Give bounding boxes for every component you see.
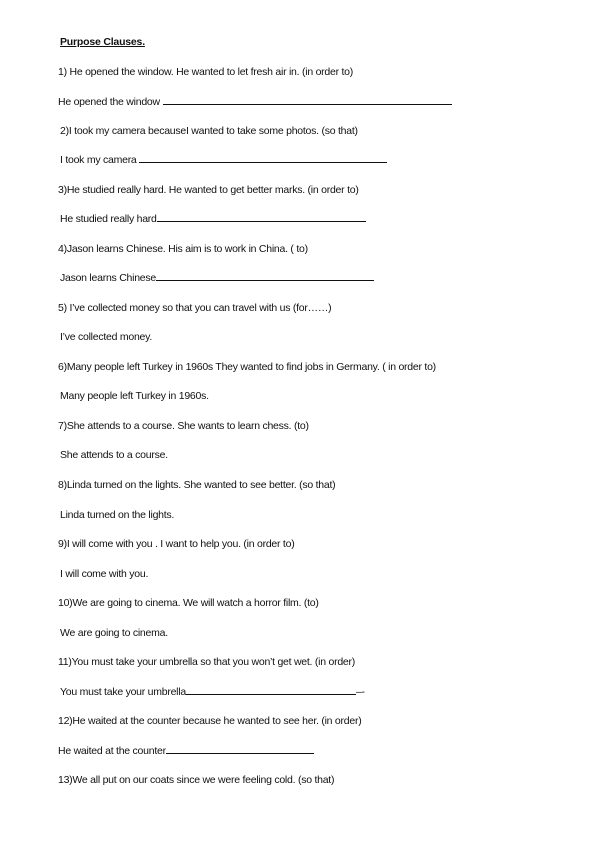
answer-blank[interactable] [139,153,387,163]
exercise-5-answer [60,330,152,344]
exercise-9-prompt [58,537,294,551]
exercise-13-prompt-text: 13)We all put on our coats since we were feeling cold. (so that) [58,774,335,786]
exercise-11-answer-tail: –- [355,686,365,698]
exercise-11-answer [60,685,365,699]
exercise-3-prompt [58,183,359,197]
exercise-9-answer [60,567,148,581]
exercise-4-answer-text: Jason learns Chinese [60,272,156,284]
exercise-9-prompt-text: 9)I will come with you . I want to help you. (in order to) [58,538,295,550]
exercise-12-answer [58,744,314,758]
answer-blank[interactable] [163,95,452,105]
exercise-7-prompt-text: 7)She attends to a course. She wants to learn chess. (to) [58,420,309,432]
exercise-2-answer-text: I took my camera [60,154,140,166]
exercise-11-prompt [58,655,355,669]
exercise-6-prompt [58,360,436,374]
exercise-7-answer-text: She attends to a course. [60,449,168,461]
exercise-8-answer [60,508,174,522]
answer-blank[interactable] [186,685,356,695]
exercise-2-prompt-text: 2)I took my camera becauseI wanted to take some photos. (so that) [60,125,358,137]
exercise-5-answer-text: I’ve collected money. [60,331,153,343]
exercise-6-answer [60,389,209,403]
exercise-6-prompt-text: 6)Many people left Turkey in 1960s They wanted to find jobs in Germany. ( in order to) [58,361,436,373]
exercise-10-answer [60,626,168,640]
exercise-11-answer-text: You must take your umbrella [60,686,186,698]
exercise-1-answer [58,95,452,109]
exercise-10-prompt [58,596,319,610]
exercise-12-prompt-text: 12)He waited at the counter because he wanted to see her. (in order) [58,715,362,727]
answer-blank[interactable] [157,212,366,222]
exercise-8-prompt [58,478,335,492]
exercise-4-prompt [58,242,308,256]
exercise-2-prompt [60,124,358,138]
exercise-12-answer-text: He waited at the counter [58,745,166,757]
exercise-1-answer-text: He opened the window [58,96,163,108]
exercise-8-prompt-text: 8)Linda turned on the lights. She wanted to see better. (so that) [58,479,336,491]
exercise-2-answer [60,153,387,167]
exercise-7-prompt [58,419,309,433]
exercise-3-answer-text: He studied really hard [60,213,157,225]
exercise-3-answer [60,212,366,226]
exercise-13-prompt [58,773,334,787]
answer-blank[interactable] [156,271,374,281]
exercise-8-answer-text: Linda turned on the lights. [60,509,175,521]
exercise-10-prompt-text: 10)We are going to cinema. We will watch a horror film. (to) [58,597,319,609]
exercise-7-answer [60,448,168,462]
exercise-3-prompt-text: 3)He studied really hard. He wanted to get better marks. (in order to) [58,184,359,196]
worksheet-title: Purpose Clauses. [60,36,145,48]
exercise-4-prompt-text: 4)Jason learns Chinese. His aim is to work in China. ( to) [58,243,308,255]
exercise-1-prompt-text: 1) He opened the window. He wanted to let fresh air in. (in order to) [58,66,354,78]
exercise-1-prompt [58,65,353,79]
exercise-5-prompt [58,301,331,315]
exercise-10-answer-text: We are going to cinema. [60,627,168,639]
exercise-6-answer-text: Many people left Turkey in 1960s. [60,390,209,402]
exercise-5-prompt-text: 5) I’ve collected money so that you can travel with us (for……) [58,302,332,314]
exercise-4-answer [60,271,374,285]
exercise-11-prompt-text: 11)You must take your umbrella so that you won’t get wet. (in order) [58,656,355,668]
exercise-12-prompt [58,714,361,728]
answer-blank[interactable] [166,744,314,754]
exercise-9-answer-text: I will come with you. [60,568,149,580]
